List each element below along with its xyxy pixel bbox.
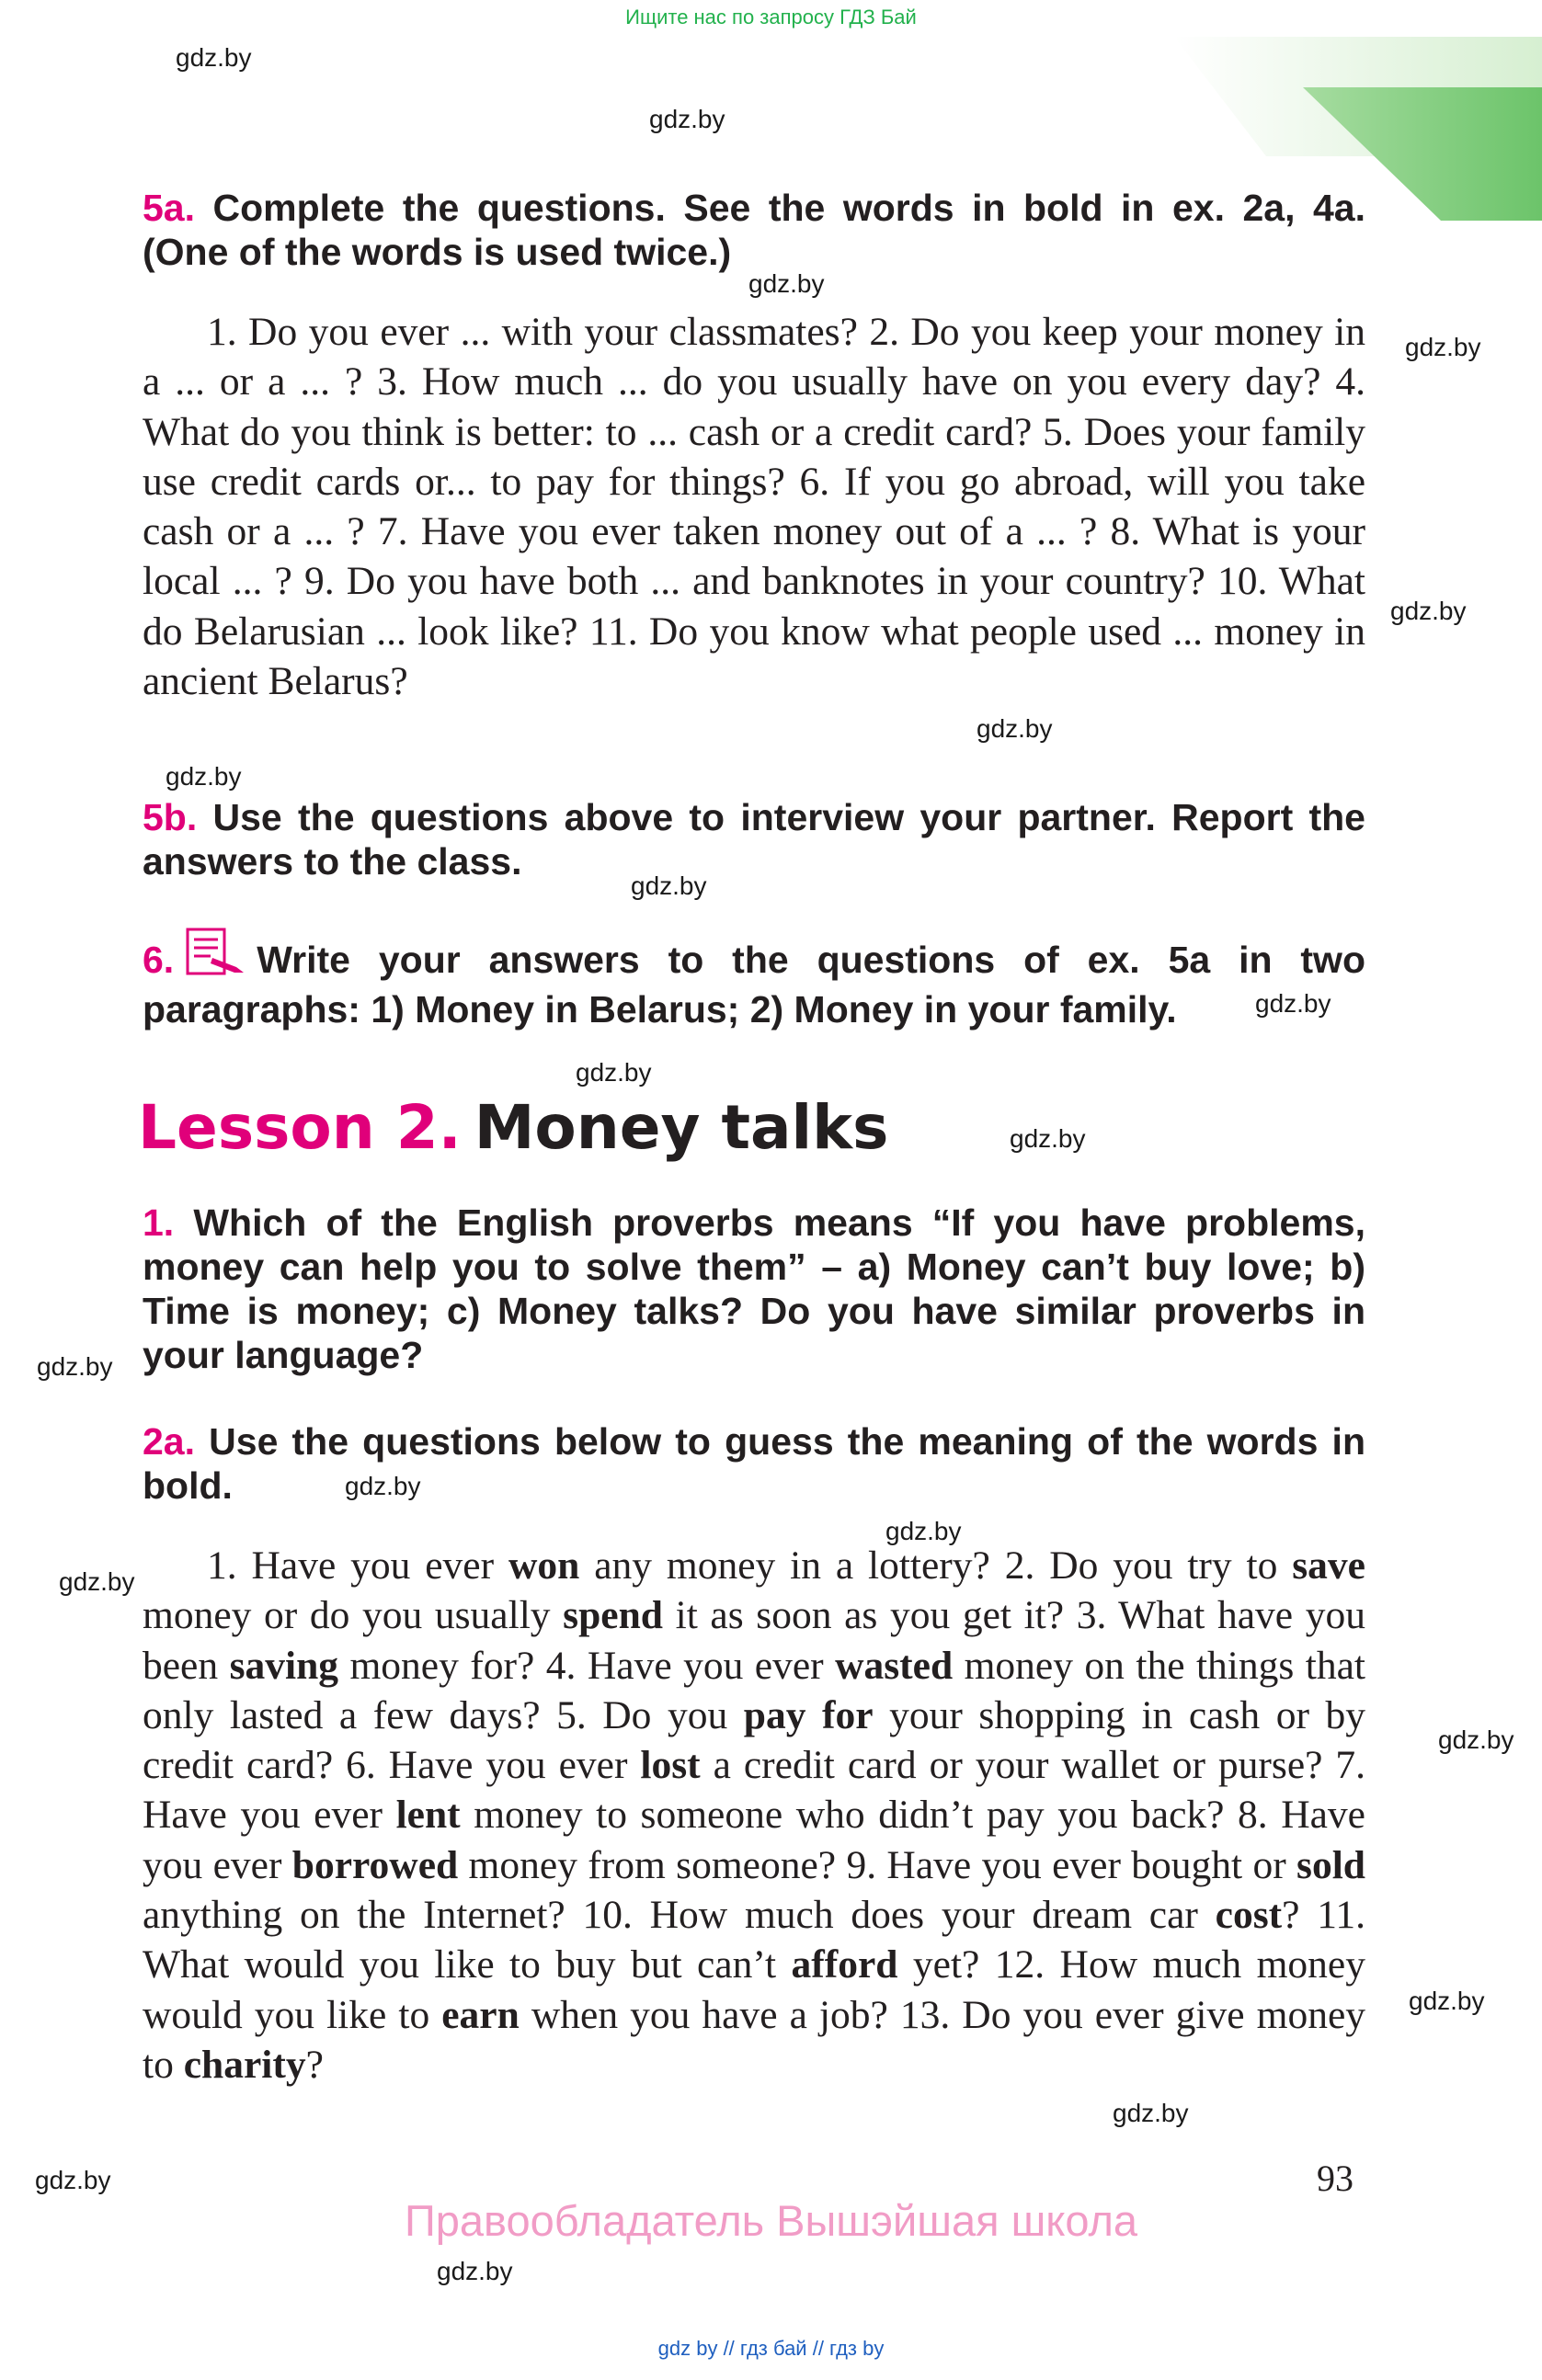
search-banner: Ищите нас по запросу ГДЗ Бай [625,6,917,28]
lesson-exercise-2a-instruction [143,1419,1365,1508]
instruction-text: Write your answers to the questions of ex. 5a in two paragraphs: 1) Money in Belarus; 2) Money in your family. [143,939,1365,1031]
watermark: gdz.by [1010,1124,1086,1153]
watermark: gdz.by [59,1567,135,1596]
bold-word: lost [640,1743,701,1788]
exercise-number: 2a. [143,1420,195,1463]
text-segment: any money in a lottery? 2. Do you try to [579,1543,1293,1588]
lesson-title: Money talks [474,1092,889,1163]
exercise-5a-text: 1. Do you ever ... with your classmates? 2. Do you keep your money in a ... or a ... ? 3. How much ... do you usually have on you every day? 4. What do you think is better: to ... cash or a credit card? 5. Does your family use credit cards or... to pay for things? 6. If you go abroad, will you take cash or a ... ? 7. Have you ever taken money out of a ... ? 8. What is your local ... ? 9. Do you have both ... and banknotes in your country? 10. What do Belarusian ... look like? 11. Do you know what people used ... money in ancient Belarus? [143,310,1365,704]
watermark: gdz.by [1255,989,1331,1018]
footer-links[interactable]: gdz by // гдз бай // гдз by [657,2337,885,2360]
watermark: gdz.by [576,1058,652,1087]
bold-word: sold [1296,1842,1365,1887]
bold-word: pay for [743,1692,874,1737]
watermark: gdz.by [1113,2099,1189,2127]
bold-word: borrowed [291,1842,459,1887]
text-segment: money for? 4. Have you ever [338,1643,836,1688]
page-number: 93 [1317,2158,1354,2199]
instruction-text: Use the questions below to guess the meaning of the words in bold. [143,1420,1365,1507]
exercise-number: 1. [143,1201,175,1244]
lesson-exercise-1-instruction [143,1201,1365,1377]
text-segment: ? 11. What would you like to buy but can’t [143,1893,1365,1987]
watermark: gdz.by [1438,1725,1514,1754]
text-segment: anything on the Internet? 10. How much does your dream car [143,1893,1216,1938]
bold-word: won [508,1543,580,1588]
text-segment: when you have a job? 13. Do you ever give money to [143,1992,1365,2087]
bold-word: lent [395,1793,461,1838]
bold-word: save [1292,1543,1365,1588]
watermark: gdz.by [176,43,252,72]
text-segment: yet? 12. How much money would you like to [143,1942,1365,2037]
bold-word: earn [441,1992,520,2037]
copyright-notice: Правообладатель Вышэйшая школа [404,2196,1138,2245]
exercise-5b-instruction [143,795,1365,883]
watermark: gdz.by [345,1472,421,1500]
bold-word: afford [791,1942,898,1987]
text-segment: ? [305,2042,324,2087]
bold-word: spend [563,1593,663,1638]
exercise-number: 5b. [143,796,198,838]
text-segment: money or do you usually [143,1593,564,1638]
text-segment: 1. Have you ever [207,1543,508,1588]
watermark: gdz.by [1390,597,1467,625]
exercise-number: 5a. [143,187,195,229]
bold-word: cost [1215,1893,1283,1938]
text-segment: money on the things that only lasted a few days? 5. Do you [143,1643,1365,1737]
watermark: gdz.by [748,269,825,298]
watermark: gdz.by [1405,333,1481,361]
watermark: gdz.by [1409,1987,1485,2015]
text-segment: money to someone who didn’t pay you back? 8. Have you ever [143,1793,1365,1887]
watermark: gdz.by [631,871,707,900]
exercise-number: 6. [143,939,175,981]
instruction-text: Complete the questions. See the words in bold in ex. 2a, 4a. (One of the words is used twice.) [143,187,1365,273]
text-segment: your shopping in cash or by credit card? 6. Have you ever [143,1692,1365,1788]
exercise-5a-instruction [143,186,1365,274]
text-segment: a credit card or your wallet or purse? 7. Have you ever [143,1743,1366,1838]
instruction-text: Use the questions above to interview your partner. Report the answers to the class. [143,796,1365,883]
bold-word: charity [183,2042,306,2087]
text-segment: money from someone? 9. Have you ever bought or [458,1842,1297,1887]
watermark: gdz.by [649,105,725,133]
watermark: gdz.by [35,2166,111,2194]
bold-word: saving [229,1643,339,1688]
writing-pencil-icon [185,927,247,987]
exercise-2a-questions [143,1541,1365,2090]
watermark: gdz.by [977,714,1053,743]
watermark: gdz.by [437,2257,513,2285]
lesson-number: Lesson 2. [138,1092,462,1163]
exercise-6-instruction [143,927,1365,1031]
bold-word: wasted [835,1643,954,1688]
instruction-text: Which of the English proverbs means “If you have problems, money can help you to solve them” – a) Money can’t buy love; b) Time is money; c) Money talks? Do you have similar proverbs in your language? [143,1201,1365,1376]
watermark: gdz.by [885,1517,962,1545]
lesson-heading [138,1092,888,1163]
text-segment: it as soon as you get it? 3. What have you been [143,1593,1365,1688]
watermark: gdz.by [37,1352,113,1381]
watermark: gdz.by [166,762,242,791]
